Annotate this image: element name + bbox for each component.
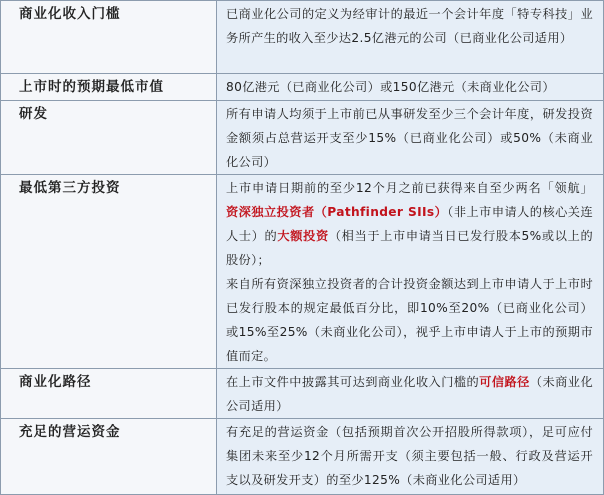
row-content: 已商业化公司的定义为经审计的最近一个会计年度「特专科技」业务所产生的收入至少达2.5亿港元的公司（已商业化公司适用） [217,1,604,74]
row-content: 80亿港元（已商业化公司）或150亿港元（未商业化公司） [217,74,604,101]
row-label: 上市时的预期最低市值 [1,74,217,101]
table-row-working-capital [1,419,604,495]
row-content: 所有申请人均须于上市前已从事研发至少三个会计年度，研发投资金额须占总营运开支至少15%（已商业化公司）或50%（未商业化公司） [217,101,604,175]
table-row-commercialisation-pathway [1,369,604,419]
table-row-commercialisation-revenue [1,1,604,74]
investment-paragraph-2: 来自所有资深独立投资者的合计投资金额达到上市申请人于上市时已发行股本的规定最低百分比，即10%至20%（已商业化公司）或15%至25%（未商业化公司），视乎上市申请人于上市的预期市值而定。 [226,277,593,363]
text-fragment: 在上市文件中披露其可达到商业化收入门槛的 [226,375,480,389]
row-content [217,369,604,419]
highlight-pathfinder-siis: 资深独立投资者（Pathfinder SIIs） [226,205,448,219]
row-label: 最低第三方投资 [1,175,217,369]
text-fragment: （未商业化公司适用） [226,375,594,413]
text-fragment: （相当于上市申请当日已发行股本5%或以上的股份）； [226,229,593,267]
highlight-credible-path: 可信路径 [479,375,530,389]
row-label: 研发 [1,101,217,175]
text-fragment: （非上市申请人的核心关连人士）的 [226,205,593,243]
row-label: 充足的营运资金 [1,419,217,495]
highlight-substantial-investment: 大额投资 [277,229,329,243]
investment-paragraph-1 [226,176,593,272]
table-row-research-development [1,101,604,175]
table-row-minimum-market-cap [1,74,604,101]
row-label: 商业化路径 [1,369,217,419]
row-content: 有充足的营运资金（包括预期首次公开招股所得款项），足可应付集团未来至少12个月所需开支（须主要包括一般、行政及营运开支以及研发开支）的至少125%（未商业化公司适用） [217,419,604,495]
row-content [217,175,604,369]
text-fragment: 上市申请日期前的至少12个月之前已获得来自至少两名「领航」 [226,181,593,195]
table-row-third-party-investment [1,175,604,369]
row-label: 商业化收入门槛 [1,1,217,74]
